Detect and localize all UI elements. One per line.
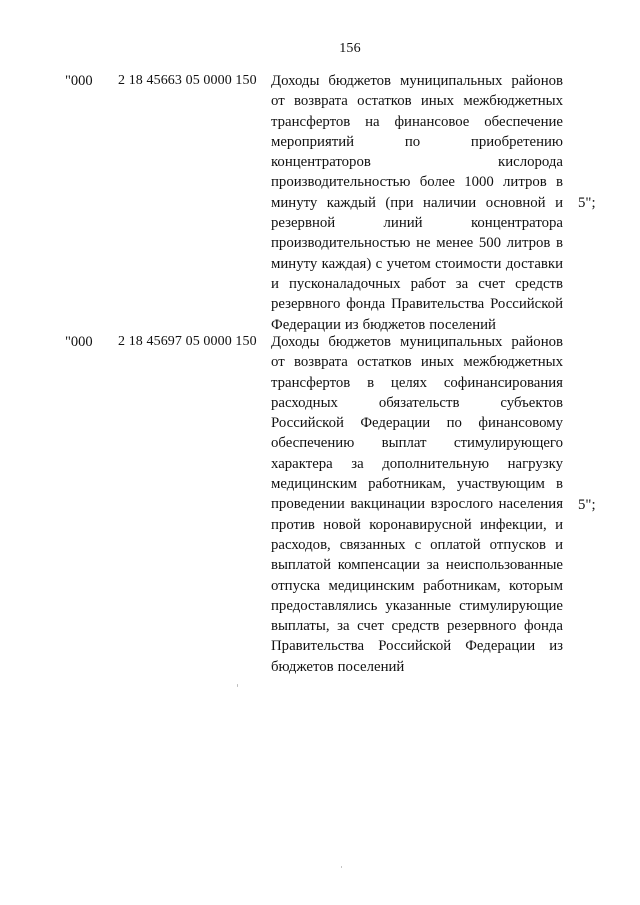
income-description: Доходы бюджетов муниципальных районов от возврата остатков иных межбюджетных трансфертов на финансовое обеспечение мероприятий по приобретению концентраторов кислорода производительностью более 1000 литров в минуту каждый (при наличии основной и резервной линий концентратора производительностью не менее 500 литров в минуту каждая) с учетом стоимости доставки и пусконаладочных работ за счет средств резервного фонда Правительства Российской Федерации из бюджетов поселений <box>271 73 563 333</box>
admin-code: "000 <box>65 73 93 89</box>
admin-code: "000 <box>65 334 93 350</box>
amount-value: 5"; <box>578 195 596 211</box>
scan-speck <box>237 684 238 687</box>
amount-value: 5"; <box>578 497 596 513</box>
income-description: Доходы бюджетов муниципальных районов от возврата остатков иных межбюджетных трансфертов в целях софинансирования расходных обязательств субъектов Российской Федерации по финансовому обеспечению выплат стимулирующего характера за дополнительную нагрузку медицинским работникам, участвующим в проведении вакцинации взрослого населения против новой коронавирусной инфекции, и расходов, связанных с оплатой отпусков и выплатой компенсации за неиспользованные отпуска медицинским работникам, которым предоставлялись указанные стимулирующие выплаты, за счет средств резервного фонда Правительства Российской Федерации из бюджетов поселений <box>271 334 563 675</box>
scan-speck <box>341 866 342 868</box>
budget-classification-code: 2 18 45663 05 0000 150 <box>118 73 257 88</box>
budget-classification-code: 2 18 45697 05 0000 150 <box>118 334 257 349</box>
page-number: 156 <box>339 41 361 56</box>
